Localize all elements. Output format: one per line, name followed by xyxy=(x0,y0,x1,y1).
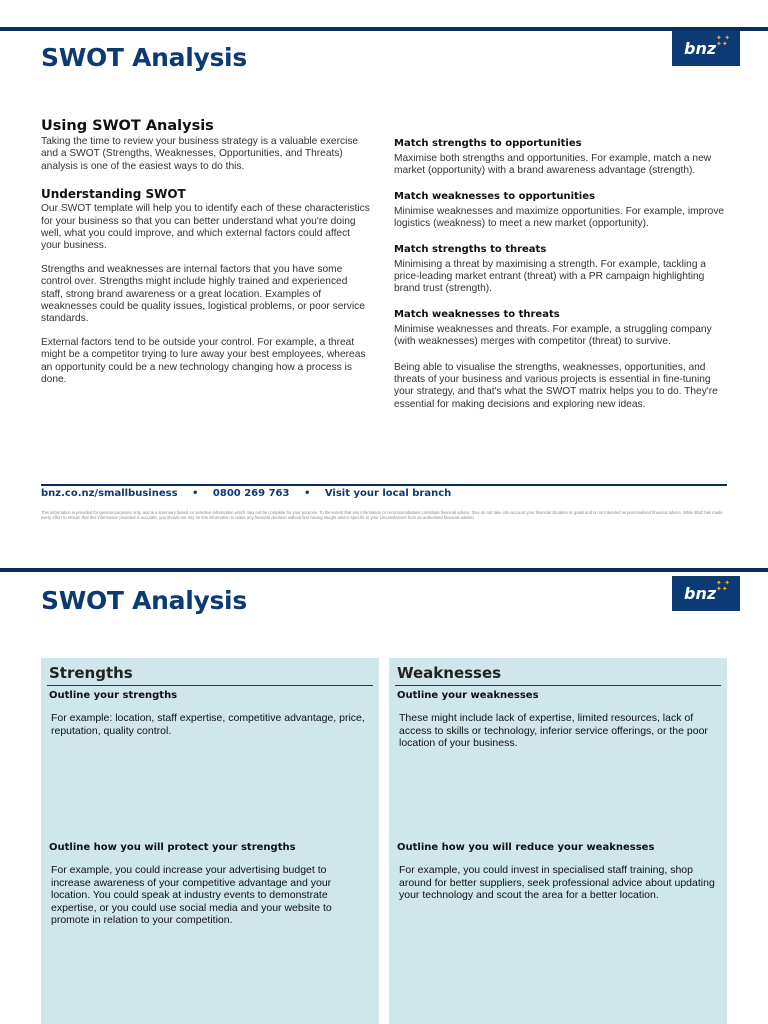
understanding-paragraph: External factors tend to be outside your control. For example, a threat might be a competitor trying to lure away your best employees, whereas an opportunity could be a new technology changing how a process is done. xyxy=(41,336,366,386)
page-title: SWOT Analysis xyxy=(41,586,247,615)
branch-link[interactable]: Visit your local branch xyxy=(324,488,452,499)
strengths-protect-field[interactable]: For example, you could increase your advertising budget to increase awareness of your competitive advantage and your location. You could speak at industry events to demonstrate expertise, or you could use social media and your website to promote in relation to your competition. xyxy=(51,864,332,927)
bnz-logo xyxy=(672,576,740,611)
logo-text: bnz xyxy=(684,39,717,58)
using-swot-text: Taking the time to review your business strategy is a valuable exercise and a SWOT (Strengths, Weaknesses, Opportunities, and Threats) analysis is one of the easiest ways to do this. xyxy=(41,136,359,172)
match-block xyxy=(394,191,732,231)
weaknesses-box xyxy=(389,658,727,1024)
match-text: Maximise both strengths and opportunities. For example, match a new market (opportunity) with a brand awareness advantage (strength). xyxy=(394,153,712,177)
phone-link[interactable]: 0800 269 763 xyxy=(212,488,290,499)
logo-stars-icon: ✦ ✦ ✦✦ xyxy=(716,579,731,593)
top-rule xyxy=(0,568,768,572)
box-rule xyxy=(395,685,721,686)
weaknesses-outline-heading: Outline your weaknesses xyxy=(397,690,539,701)
match-block xyxy=(394,138,732,178)
logo-text: bnz xyxy=(684,584,717,603)
weaknesses-outline-field[interactable]: These might include lack of expertise, limited resources, lack of access to skills or technology, inferior service offerings, or the poor location of your business. xyxy=(399,712,708,750)
using-swot-heading: Using SWOT Analysis xyxy=(41,118,214,134)
match-text: Minimise weaknesses and threats. For example, a struggling company (with weaknesses) merges with competitor (threat) to survive. xyxy=(394,323,712,348)
bullet-separator: • xyxy=(303,488,311,499)
page-title: SWOT Analysis xyxy=(41,43,247,72)
understanding-swot-heading: Understanding SWOT xyxy=(41,187,186,202)
strengths-outline-field[interactable]: For example: location, staff expertise, competitive advantage, price, reputation, quality control. xyxy=(51,712,365,737)
right-column xyxy=(394,138,732,411)
match-block xyxy=(394,244,732,296)
footer-links xyxy=(41,488,451,499)
logo-stars-icon: ✦ ✦ ✦✦ xyxy=(716,34,731,48)
match-heading: Match strengths to opportunities xyxy=(394,138,582,149)
match-heading: Match weaknesses to threats xyxy=(394,308,560,320)
box-rule xyxy=(47,685,373,686)
understanding-paragraph: Strengths and weaknesses are internal factors that you have some control over. Strengths might include highly trained and experienced staff, strong brand awareness or a great location. Examples of weaknesses could be quality issues, logistical problems, or poor service standards. xyxy=(41,263,365,325)
match-heading: Match weaknesses to opportunities xyxy=(394,190,595,202)
disclaimer-text: This information is provided for general purposes only, and is a summary based on selective information which may not be complete for your purpose. To the extent that any information or recommendations constitute financial advice, they do not take into account your financial situation or goals and is not intended as personalised financial advice. While BNZ has made every effort to ensure that this information provided is accurate, you should not rely on this information to make any financial decision without first having sought advice specific to your circumstances from an authorised financial adviser. xyxy=(41,510,723,521)
top-rule xyxy=(0,27,768,31)
strengths-title: Strengths xyxy=(49,664,133,682)
bnz-logo xyxy=(672,31,740,66)
match-text: Minimise weaknesses and maximize opportunities. For example, improve logistics (weakness) to meet a new market (opportunity). xyxy=(394,205,725,230)
footer-rule xyxy=(41,484,727,486)
website-link[interactable]: bnz.co.nz/smallbusiness xyxy=(41,488,178,499)
bullet-separator: • xyxy=(192,488,199,499)
match-block xyxy=(394,309,732,349)
weaknesses-reduce-heading: Outline how you will reduce your weaknesses xyxy=(397,842,655,853)
left-column xyxy=(41,118,371,387)
closing-paragraph: Being able to visualise the strengths, weaknesses, opportunities, and threats of your business and various projects is essential in fine-tuning your strategy, and that's what the SWOT matrix helps you to do. They're essential for making decisions and exploring new ideas. xyxy=(394,361,718,410)
match-heading: Match strengths to threats xyxy=(394,243,547,255)
strengths-box xyxy=(41,658,379,1024)
strengths-protect-heading: Outline how you will protect your strengths xyxy=(49,842,296,853)
weaknesses-title: Weaknesses xyxy=(397,664,502,682)
weaknesses-reduce-field[interactable]: For example, you could invest in specialised staff training, shop around for better suppliers, seek professional advice about updating your technology and scout the area for a better location. xyxy=(399,864,715,902)
page-two xyxy=(0,568,768,1024)
understanding-paragraph: Our SWOT template will help you to identify each of these characteristics for your business so that you can better understand what you're doing well, what you could improve, and which external factors could affect your business. xyxy=(41,203,370,252)
strengths-outline-heading: Outline your strengths xyxy=(49,690,178,701)
match-text: Minimising a threat by maximising a strength. For example, tackling a price-leading market entrant (threat) with a PR campaign highlighting brand trust (strength). xyxy=(394,258,706,295)
